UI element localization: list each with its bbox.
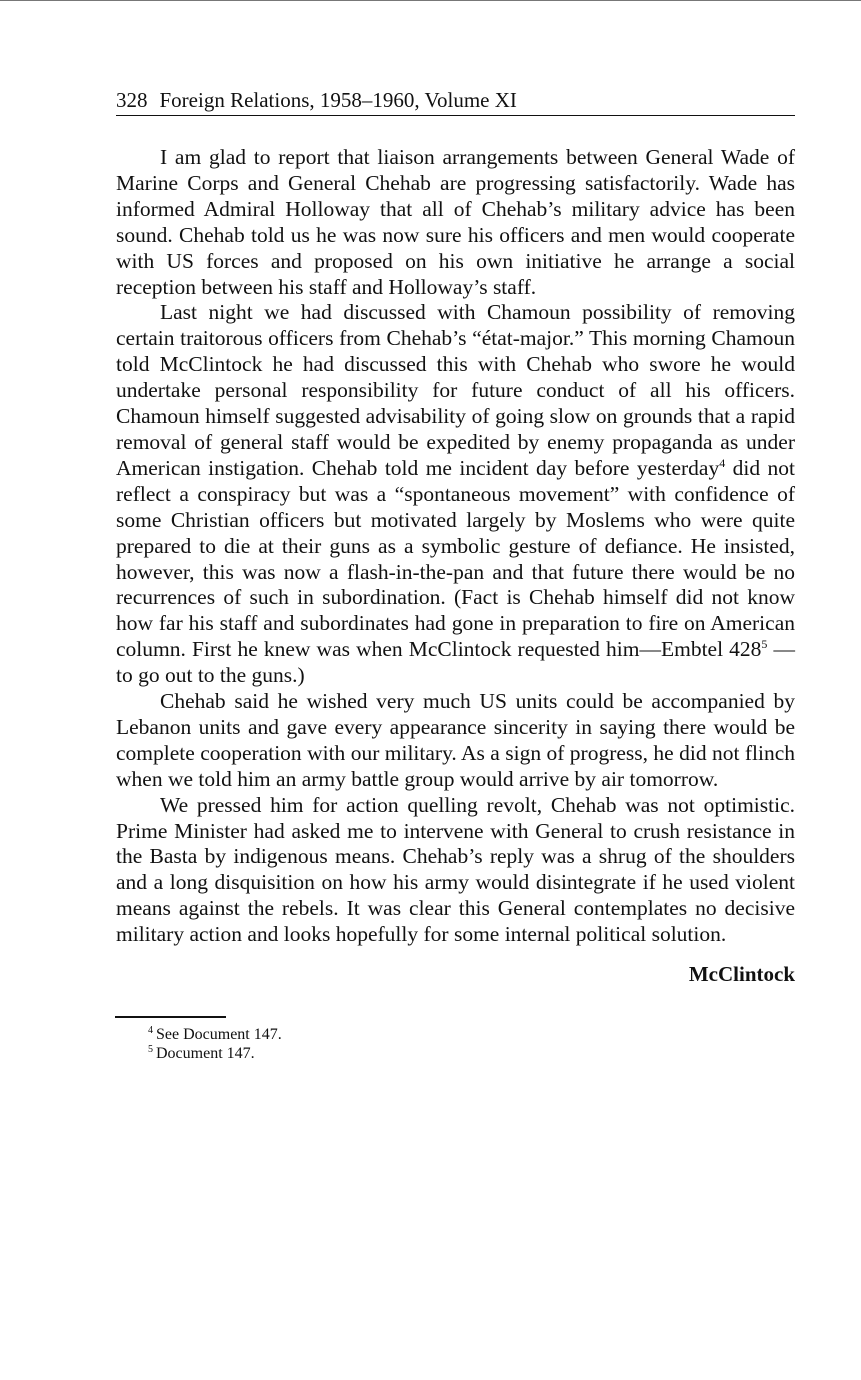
footnote-number: 5 — [148, 1044, 153, 1056]
footnote-text: See Document 147. — [156, 1026, 282, 1044]
page-number: 328 — [116, 88, 148, 112]
footnotes — [148, 1025, 795, 1063]
document-page — [116, 86, 795, 1063]
paragraph-text-part: Last night we had discussed with Chamoun possibility of removing certain traitorous officers from Chehab’s “état-major.” This morning Chamoun told McClintock he had discussed this with Chehab who swore he would undertake personal responsibility for future conduct of all his officers. Chamoun himself suggested advisability of going slow on grounds that a rapid removal of general staff would be expedited by enemy propaganda as under American instigation. Chehab told me incident day before yesterday — [116, 300, 795, 480]
footnote-number: 4 — [148, 1025, 153, 1037]
footnote-ref-5: 5 — [761, 637, 768, 652]
volume-title: Foreign Relations, 1958–1960, Volume XI — [159, 88, 517, 112]
footnote-5 — [148, 1044, 795, 1063]
paragraph-text-part: —to go out to the guns.) — [116, 637, 796, 688]
footnote-ref-4: 4 — [719, 455, 726, 470]
footnote-text: Document 147. — [156, 1045, 255, 1063]
paragraph-liaison: I am glad to report that liaison arrangements between General Wade of Marine Corps and General Chehab are progressing satisfactorily. Wade has informed Admiral Holloway that all of Chehab’s military advice has been sound. Chehab told us he was now sure his officers and men would cooperate with US forces and proposed on his own initiative he arrange a social reception between his staff and Holloway’s staff. — [116, 145, 795, 299]
telegram-body — [116, 145, 795, 948]
paragraph-revolt: We pressed him for action quelling revolt, Chehab was not optimistic. Prime Minister had asked me to intervene with General to crush resistance in the Basta by indigenous means. Chehab’s reply was a shrug of the shoulders and a long disquisition on how his army would disintegrate if he used violent means against the rebels. It was clear this General contemplates no decisive military action and looks hopefully for some internal political solution. — [116, 792, 795, 947]
footnote-separator — [115, 1016, 226, 1018]
paragraph-traitorous-officers — [116, 300, 795, 689]
footnote-4 — [148, 1025, 795, 1044]
paragraph-text-part: did not reflect a conspiracy but was a “spontaneous movement” with confidence of some Christian officers but motivated largely by Moslems who were quite prepared to die at their guns as a symbolic gesture of defiance. He insisted, however, this was now a flash-in-the-pan and that future there would be no recurrences of such in subordination. (Fact is Chehab himself did not know how far his staff and subordinates had gone in preparation to fire on American column. First he knew was when McClintock requested him—Embtel 428 — [116, 455, 795, 662]
signature: McClintock — [688, 962, 795, 987]
paragraph-cooperation: Chehab said he wished very much US units could be accompanied by Lebanon units and gave every appearance sincerity in saying there would be complete cooperation with our military. As a sign of progress, he did not flinch when we told him an army battle group would arrive by air tomorrow. — [116, 689, 795, 791]
running-header — [116, 86, 795, 116]
top-border-line — [0, 0, 861, 1]
